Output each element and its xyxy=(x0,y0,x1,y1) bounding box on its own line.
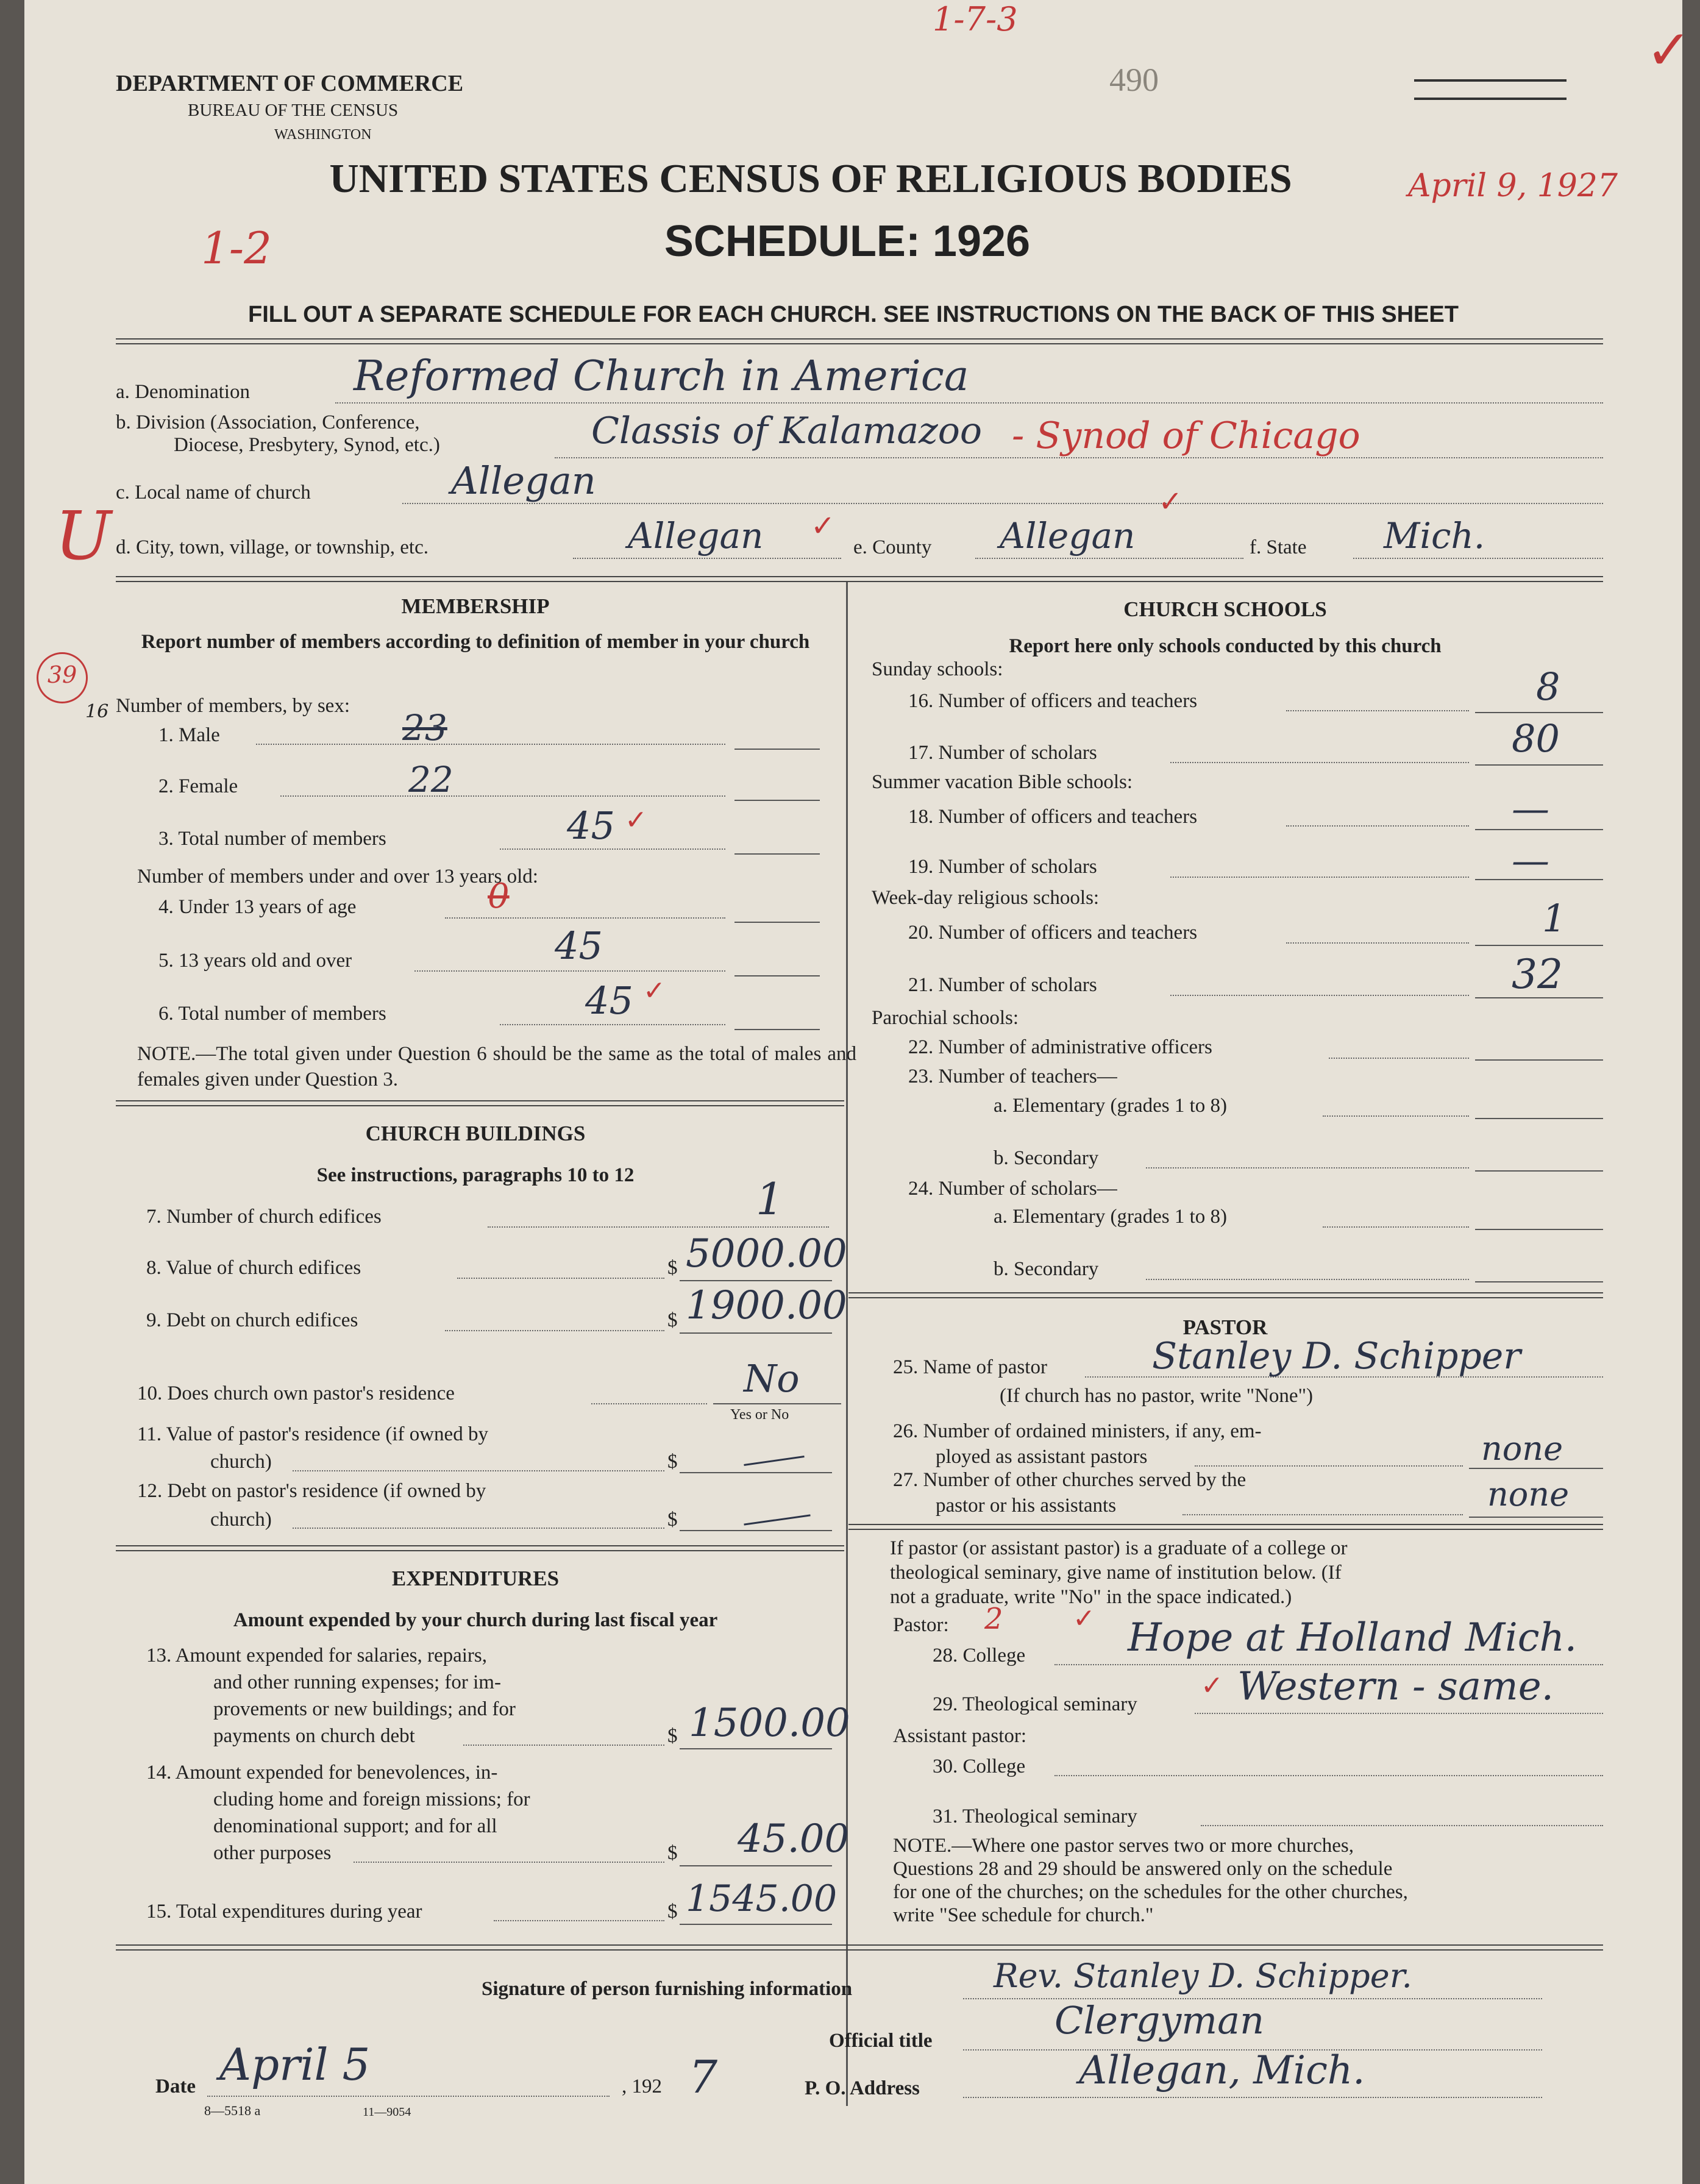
q18-value: — xyxy=(1512,786,1549,831)
q28-value: Hope at Holland Mich. xyxy=(1128,1615,1577,1660)
q26-value: none xyxy=(1481,1429,1563,1468)
q12-label-2: church) xyxy=(210,1509,272,1531)
checkmark-icon: ✓ xyxy=(643,976,666,1006)
dollar-sign: $ xyxy=(667,1451,678,1473)
circle-sub-note: 16 xyxy=(85,701,109,722)
buildings-subheading: See instructions, paragraphs 10 to 12 xyxy=(316,1164,635,1186)
checkmark-icon: ✓ xyxy=(1201,1671,1223,1701)
q11-label: 11. Value of pastor's residence (if owned by xyxy=(137,1423,488,1445)
dollar-sign: $ xyxy=(667,1309,678,1331)
form-number: 8—5518 a xyxy=(204,2103,261,2118)
official-title-label: Official title xyxy=(829,2030,933,2052)
struck-number-mark xyxy=(1414,79,1567,100)
q26-label-2: ployed as assistant pastors xyxy=(936,1446,1148,1468)
po-address-label: P. O. Address xyxy=(805,2077,920,2099)
q24a-label: a. Elementary (grades 1 to 8) xyxy=(994,1206,1228,1228)
graduate-instruction-2: theological seminary, give name of institution below. (If xyxy=(890,1562,1342,1584)
q20-label: 20. Number of officers and teachers xyxy=(908,922,1198,944)
print-number: 11—9054 xyxy=(363,2105,411,2119)
q10-value: No xyxy=(744,1356,800,1401)
pastor-subsection-label: Pastor: xyxy=(893,1614,949,1636)
division-value: Classis of Kalamazoo xyxy=(591,410,982,452)
q3-label: 3. Total number of members xyxy=(158,828,386,850)
q13-label-4: payments on church debt xyxy=(213,1725,415,1747)
q15-label: 15. Total expenditures during year xyxy=(146,1901,422,1923)
city-town-value: Allegan xyxy=(628,515,764,557)
q27-label: 27. Number of other churches served by the xyxy=(893,1469,1247,1491)
q19-label: 19. Number of scholars xyxy=(908,856,1097,878)
membership-intro: Report number of members according to definition of member in your church xyxy=(141,631,810,653)
membership-divider xyxy=(116,1100,844,1106)
city-town-label: d. City, town, village, or township, etc. xyxy=(116,536,429,558)
stamp-number: 490 xyxy=(1109,62,1159,98)
city-label: WASHINGTON xyxy=(274,127,372,143)
q6-value: 45 xyxy=(585,978,633,1023)
sunday-schools-label: Sunday schools: xyxy=(872,658,1003,680)
left-handwritten-note: 1-2 xyxy=(201,222,272,274)
official-title-value: Clergyman xyxy=(1054,1998,1264,2043)
q13-value: 1500.00 xyxy=(689,1701,850,1746)
graduate-instruction-1: If pastor (or assistant pastor) is a graduate of a college or xyxy=(890,1537,1348,1559)
q23a-label: a. Elementary (grades 1 to 8) xyxy=(994,1095,1228,1117)
q25-value: Stanley D. Schipper xyxy=(1152,1335,1521,1378)
q19-value: — xyxy=(1512,838,1549,883)
dash-mark xyxy=(744,1456,804,1466)
date-label: Date xyxy=(155,2076,196,2097)
division-label: b. Division (Association, Conference, xyxy=(116,411,420,433)
margin-letter-note: U xyxy=(55,497,112,575)
q20-value: 1 xyxy=(1542,896,1567,941)
parochial-schools-label: Parochial schools: xyxy=(872,1007,1019,1029)
checkmark-icon: ✓ xyxy=(1073,1604,1095,1634)
circle-note: 39 xyxy=(47,661,77,688)
local-name-label: c. Local name of church xyxy=(116,482,311,503)
schedule-title: SCHEDULE: 1926 xyxy=(664,217,1031,266)
state-value: Mich. xyxy=(1384,515,1485,557)
dollar-sign: $ xyxy=(667,1901,678,1923)
q2-label: 2. Female xyxy=(158,775,238,797)
q8-label: 8. Value of church edifices xyxy=(146,1257,361,1279)
q29-label: 29. Theological seminary xyxy=(933,1693,1137,1715)
q9-label: 9. Debt on church edifices xyxy=(146,1309,358,1331)
q18-label: 18. Number of officers and teachers xyxy=(908,806,1198,828)
q3-value: 45 xyxy=(567,803,615,848)
checkmark-icon: ✓ xyxy=(811,510,836,542)
buildings-heading: CHURCH BUILDINGS xyxy=(365,1122,586,1145)
q26-label: 26. Number of ordained ministers, if any, em- xyxy=(893,1420,1262,1442)
county-label: e. County xyxy=(853,536,932,558)
year-prefix: , 192 xyxy=(622,2076,662,2097)
q21-value: 32 xyxy=(1512,951,1563,998)
q11-label-2: church) xyxy=(210,1451,272,1473)
yes-no-caption: Yes or No xyxy=(730,1407,789,1423)
footer-divider xyxy=(116,1944,1603,1951)
summer-schools-label: Summer vacation Bible schools: xyxy=(872,771,1133,793)
q14-label-2: cluding home and foreign missions; for xyxy=(213,1788,530,1810)
checkmark-icon: ✓ xyxy=(1646,21,1692,81)
q12-label: 12. Debt on pastor's residence (if owned by xyxy=(137,1480,486,1502)
pastor-note-3: for one of the churches; on the schedules for the other churches, xyxy=(893,1881,1408,1903)
date-value: April 5 xyxy=(219,2039,371,2090)
signature-label: Signature of person furnishing information xyxy=(482,1978,853,2000)
q16-value: 8 xyxy=(1536,664,1560,709)
schools-divider xyxy=(848,1292,1603,1298)
q29-value: Western - same. xyxy=(1237,1664,1554,1709)
synod-value: - Synod of Chicago xyxy=(1012,414,1360,457)
local-name-value: Allegan xyxy=(451,458,596,503)
pastor-note-1: NOTE.—Where one pastor serves two or more churches, xyxy=(893,1835,1354,1857)
division-label-2: Diocese, Presbytery, Synod, etc.) xyxy=(174,434,440,456)
q15-value: 1545.00 xyxy=(686,1877,838,1920)
denomination-label: a. Denomination xyxy=(116,381,250,403)
q8-value: 5000.00 xyxy=(686,1231,847,1276)
q2-value: 22 xyxy=(408,759,453,800)
q24b-label: b. Secondary xyxy=(994,1258,1099,1280)
q17-label: 17. Number of scholars xyxy=(908,742,1097,764)
q16-label: 16. Number of officers and teachers xyxy=(908,690,1198,712)
members-by-sex-label: Number of members, by sex: xyxy=(116,695,350,717)
dollar-sign: $ xyxy=(667,1725,678,1747)
department-label: DEPARTMENT OF COMMERCE xyxy=(116,71,464,96)
pastor-heading: PASTOR xyxy=(1183,1315,1268,1339)
form-title: UNITED STATES CENSUS OF RELIGIOUS BODIES xyxy=(329,156,1292,201)
q7-value: 1 xyxy=(756,1173,784,1225)
pastor-note-2: Questions 28 and 29 should be answered only on the schedule xyxy=(893,1858,1393,1880)
signature-value: Rev. Stanley D. Schipper. xyxy=(994,1957,1412,1995)
membership-heading: MEMBERSHIP xyxy=(401,594,550,618)
bureau-label: BUREAU OF THE CENSUS xyxy=(188,101,399,120)
schools-subheading: Report here only schools conducted by this church xyxy=(1009,635,1442,657)
po-address-value: Allegan, Mich. xyxy=(1079,2048,1365,2093)
expenditures-subheading: Amount expended by your church during last fiscal year xyxy=(233,1609,718,1631)
header-divider xyxy=(116,338,1603,344)
q31-label: 31. Theological seminary xyxy=(933,1805,1137,1827)
q25-note: (If church has no pastor, write "None") xyxy=(1000,1385,1314,1407)
top-handwritten-note: 1-7-3 xyxy=(933,0,1018,38)
q27-value: none xyxy=(1487,1475,1570,1514)
q10-label: 10. Does church own pastor's residence xyxy=(137,1382,455,1404)
buildings-divider xyxy=(116,1545,844,1551)
assistant-pastor-label: Assistant pastor: xyxy=(893,1725,1027,1747)
q23-label: 23. Number of teachers— xyxy=(908,1065,1117,1087)
q21-label: 21. Number of scholars xyxy=(908,974,1097,996)
dollar-sign: $ xyxy=(667,1257,678,1279)
q14-label-4: other purposes xyxy=(213,1842,332,1864)
q14-label-3: denominational support; and for all xyxy=(213,1815,497,1837)
q5-value: 45 xyxy=(555,923,603,968)
year-value: 7 xyxy=(689,2051,718,2104)
denomination-value: Reformed Church in America xyxy=(354,352,969,400)
received-date-note: April 9, 1927 xyxy=(1408,168,1618,204)
graduate-instruction-3: not a graduate, write "No" in the space indicated.) xyxy=(890,1586,1292,1608)
weekday-schools-label: Week-day religious schools: xyxy=(872,887,1100,909)
expenditures-heading: EXPENDITURES xyxy=(391,1567,560,1590)
column-divider xyxy=(846,582,848,2106)
q25-label: 25. Name of pastor xyxy=(893,1356,1047,1378)
q17-value: 80 xyxy=(1512,716,1560,761)
q7-label: 7. Number of church edifices xyxy=(146,1206,382,1228)
identity-divider xyxy=(116,576,1603,582)
dollar-sign: $ xyxy=(667,1509,678,1531)
q13-label-3: provements or new buildings; and for xyxy=(213,1698,516,1720)
dash-mark xyxy=(744,1514,810,1525)
county-value: Allegan xyxy=(1000,515,1136,557)
q28-label: 28. College xyxy=(933,1645,1026,1666)
age-group-label: Number of members under and over 13 years old: xyxy=(137,866,538,887)
q5-label: 5. 13 years old and over xyxy=(158,950,352,972)
checkmark-icon: ✓ xyxy=(1158,486,1183,518)
pastor-divider xyxy=(848,1524,1603,1530)
q9-value: 1900.00 xyxy=(686,1283,847,1328)
census-schedule-sheet xyxy=(24,0,1692,2184)
dollar-sign: $ xyxy=(667,1842,678,1864)
q30-label: 30. College xyxy=(933,1755,1026,1777)
q24-label: 24. Number of scholars— xyxy=(908,1178,1117,1200)
pastor-mark: 2 xyxy=(984,1602,1003,1636)
q1-value: 23 xyxy=(402,707,447,749)
q22-label: 22. Number of administrative officers xyxy=(908,1036,1212,1058)
checkmark-icon: ✓ xyxy=(625,805,647,835)
q13-label-2: and other running expenses; for im- xyxy=(213,1671,501,1693)
separate-schedule-instruction: FILL OUT A SEPARATE SCHEDULE FOR EACH CHURCH. SEE INSTRUCTIONS ON THE BACK OF THIS SHEET xyxy=(248,302,1459,327)
q6-label: 6. Total number of members xyxy=(158,1003,386,1025)
q1-label: 1. Male xyxy=(158,724,220,746)
q4-label: 4. Under 13 years of age xyxy=(158,896,357,918)
q13-label: 13. Amount expended for salaries, repairs, xyxy=(146,1645,488,1666)
membership-note: NOTE.—The total given under Question 6 should be the same as the total of males and females given under Question 3. xyxy=(137,1043,856,1090)
q4-value: 0 xyxy=(488,877,510,916)
schools-heading: CHURCH SCHOOLS xyxy=(1123,597,1327,621)
state-label: f. State xyxy=(1250,536,1307,558)
q23b-label: b. Secondary xyxy=(994,1147,1099,1169)
pastor-note-4: write "See schedule for church." xyxy=(893,1904,1154,1926)
q14-label: 14. Amount expended for benevolences, in- xyxy=(146,1762,498,1784)
q27-label-2: pastor or his assistants xyxy=(936,1495,1117,1517)
q14-value: 45.00 xyxy=(738,1816,850,1862)
